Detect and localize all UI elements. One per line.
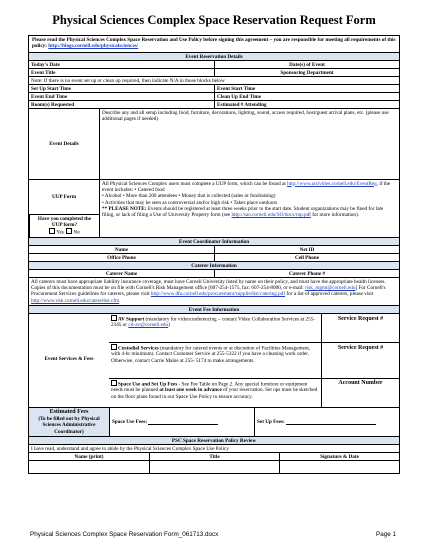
uup-note-bold: ** PLEASE NOTE:: [102, 205, 147, 212]
event-details-label: Event Details: [49, 140, 79, 147]
uup-info: All Physical Sciences Complex users must complete a UUP form, which can be found at http://www.activities.cornell.edu/EventReg, if the event includes: • Catered food • Alcohol • More than 200 attendees • Money that is collected (sales or fundraising) • Activities that may be seen as controversial and/or high risk • Takes place outdoors ** PLEASE NOTE: Events should be registered at least three weeks prior to the start date. Student organizations may be fined for late filing, or lack of filing a Use of University Property form (see http://sao.cornell.edu/SO/docs/rup.pdf for more information).: [99, 180, 399, 237]
caterer-header: [29, 261, 399, 269]
custodial-row: [109, 343, 399, 379]
caterer-text3: for a list of approved caterers, please visit: [285, 291, 374, 298]
event-details-description: Describe any and all setup including food, furniture, decorations, lighting, sound, access required, host/guest arrival plans, etc. (please use additional pages if needed): [102, 109, 389, 122]
event-dates-field[interactable]: Date(s) of Event: [214, 61, 399, 68]
setup-fees-line: [286, 420, 376, 425]
av-email-link[interactable]: cit-av@cornell.edu: [128, 322, 169, 329]
signature-header-row: [29, 452, 399, 460]
office-phone-field[interactable]: Office Phone: [107, 254, 136, 261]
intro-statement: Please read the Physical Sciences Complex Space Reservation and Use Policy before signing this agreement – you are responsible for meeting all requirements of this policy:: [32, 36, 396, 49]
event-start-field[interactable]: Event Start Time: [214, 85, 399, 92]
section-header-coordinator: Event Coordinator Information: [178, 238, 250, 245]
setup-fees-bold: at least one week in advance: [159, 387, 222, 394]
section-header-review: PSC Space Reservation Policy Review: [171, 437, 257, 444]
uup-question: Have you completed the UUP form?: [37, 215, 92, 228]
uup-note-end: for more information).: [310, 212, 360, 219]
account-number-field[interactable]: Account Number: [321, 379, 399, 407]
event-registration-link[interactable]: http://www.activities.cornell.edu/EventReg: [287, 180, 377, 187]
estimated-fees-sublabel: (To be filled out by Physical Sciences Administrative Coordinator): [38, 415, 100, 435]
page-title: Physical Sciences Complex Space Reservation Request Form: [52, 13, 376, 27]
print-name-header: Name (print): [74, 453, 104, 460]
uup-item: Money that is collected (sales or fundraising): [181, 193, 276, 200]
custodial-checkbox[interactable]: [111, 344, 117, 350]
no-checkbox[interactable]: [66, 228, 72, 234]
custodial-text: (mandatory for catered events or at discretion of Facilities Management, with 4-hr minimum). Contact Customer Service at 255-5322 if you have a cleaning work order. Otherwise, contact Carrie Maine at 255- 5174 to make arrangements.: [111, 345, 311, 364]
note-row: [29, 76, 399, 84]
space-use-fees-label: Space Use Fees:: [112, 418, 148, 425]
agreement-text: I have read, understand and agree to abide by the Physical Sciences Complex Space Use Policy: [31, 445, 229, 452]
section-header-event: Event Reservation Details: [185, 53, 243, 60]
fees-options: [109, 314, 399, 407]
risk-email-link[interactable]: risk_mgmt@cornell.edu: [305, 284, 356, 291]
coordinator-header: [29, 237, 399, 245]
fees-header: [29, 305, 399, 313]
estimated-fees-label-cell: [29, 408, 109, 436]
review-header: [29, 436, 399, 444]
coordinator-netid-field[interactable]: Net ID: [214, 246, 399, 253]
setup-row: [29, 84, 399, 92]
uup-item: Alcohol: [104, 193, 122, 200]
uup-item: Activities that may be seen as controversial and/or high risk: [104, 199, 230, 206]
space-use-fees-line: [148, 420, 218, 425]
print-name-field[interactable]: [29, 461, 149, 473]
av-support-row: [109, 314, 399, 343]
caterer-text2: ] For Cornell's Procurement Services guidelines for caterers, please visit: [31, 284, 386, 298]
rup-link[interactable]: http://sao.cornell.edu/SO/docs/rup.pdf: [231, 212, 311, 219]
setup-fees-row: [109, 379, 399, 407]
section-header-fees: Event Fee Information: [188, 306, 240, 313]
section-header-caterer: Caterer Information: [191, 262, 237, 269]
footer-page-number: Page 1: [376, 531, 396, 538]
uup-options: [32, 228, 97, 236]
title-field[interactable]: [149, 461, 279, 473]
signature-header: Signature & Date: [279, 453, 399, 460]
note-text: Note: If there is no event set up or clean up required, then indicate N/A in those blocks below: [31, 77, 225, 84]
setup-fees-text: - See Fee Table on Page 2. Any special furniture or equipment needs must be planned: [111, 381, 308, 394]
yes-checkbox[interactable]: [49, 228, 55, 234]
title-row: [29, 68, 399, 76]
coordinator-row-1: [29, 245, 399, 253]
caterer-row: [29, 269, 399, 277]
uup-item: More than 200 attendees: [125, 193, 178, 200]
setup-fees-title: Space Use and Set Up Fees: [118, 381, 178, 388]
av-support-end: ): [168, 322, 170, 329]
date-row: [29, 60, 399, 68]
av-support-text: (mandatory for videoconferencing – contact Video Collaboration Services at 255-2345 or: [111, 316, 315, 329]
rooms-field[interactable]: Room(s) Requested: [31, 101, 75, 108]
av-support-option: [109, 314, 321, 342]
title-header: Title: [149, 453, 279, 460]
procurement-link[interactable]: http://www.dfa.cornell.edu/procurement/supplierlist/catering.pdf: [150, 291, 286, 298]
event-details-row: [29, 108, 399, 179]
caterer-phone-field[interactable]: Caterer Phone #: [214, 270, 399, 277]
uup-note: Events should be registered at least three weeks prior to the start date. Student organizations may be fined for late filing, or lack of filing a Use of University Property form (see: [102, 205, 384, 219]
attending-field[interactable]: Estimated # Attending: [214, 101, 399, 108]
estimated-fees-row: [29, 407, 399, 436]
event-details-header: [29, 52, 399, 60]
coordinator-name-field[interactable]: Name: [115, 246, 128, 253]
caterer-info: [29, 278, 399, 305]
uup-left: [29, 180, 99, 237]
yes-label: Yes: [56, 229, 64, 236]
intro-text: [29, 36, 399, 52]
service-request-field-2[interactable]: Service Request #: [321, 343, 399, 378]
event-end-field[interactable]: Event End Time: [31, 93, 68, 100]
caterer-info-row: [29, 277, 399, 305]
service-request-field-1[interactable]: Service Request #: [321, 314, 399, 342]
setup-fees-checkbox[interactable]: [111, 380, 117, 386]
end-row: [29, 92, 399, 100]
uup-line1b: , if the event includes:: [102, 180, 391, 193]
policy-link[interactable]: http://blogs.cornell.edu/physicalsciences/: [48, 42, 139, 49]
cleanup-end-field[interactable]: Clean Up End Time: [214, 93, 399, 100]
uup-completed: [29, 215, 99, 237]
space-use-fees-field[interactable]: [109, 408, 254, 436]
intro-row: [29, 36, 399, 52]
sponsoring-department-field[interactable]: Sponsoring Department: [214, 69, 399, 76]
footer-filename: Physical Sciences Complex Space Reservation Form_061713.docx: [30, 531, 219, 538]
av-support-checkbox[interactable]: [111, 315, 117, 321]
uup-item: Takes place outdoors: [233, 199, 278, 206]
custodial-title: Custodial Services: [118, 345, 159, 352]
setup-fees-field[interactable]: [254, 408, 399, 436]
uup-row: [29, 179, 399, 237]
caterer-list-link[interactable]: http://www.risk.cornell.edu/catererlist.cfm: [31, 297, 120, 304]
signature-input-row: [29, 460, 399, 473]
setup-fees-label: Set Up Fees:: [257, 418, 285, 425]
fees-row: [29, 313, 399, 407]
rooms-row: [29, 100, 399, 108]
uup-item: Catered food: [137, 186, 165, 193]
setup-fees-option: [109, 379, 321, 407]
setup-fees-end: of your reservation. Set ups must be sketched on the floor plans found in our Space Use Policy to ensure accuracy.: [111, 387, 318, 400]
event-title-field[interactable]: Event Title: [31, 69, 56, 76]
uup-line1: All Physical Sciences Complex users must complete a UUP form, which can be found at: [102, 180, 286, 187]
reservation-form: [28, 35, 400, 474]
estimated-fees-label: Estimated Fees: [49, 408, 89, 415]
no-label: No: [73, 229, 80, 236]
av-support-title: AV Support: [118, 316, 145, 323]
caterer-name-field[interactable]: Caterer Name: [105, 270, 138, 277]
todays-date-field[interactable]: Today's Date: [31, 61, 60, 68]
setup-start-field[interactable]: Set Up Start Time: [31, 85, 72, 92]
caterer-text: All caterers must have appropriate liability insurance coverage, must have Cornell University listed by name on their policy, and must have the appropriate health licenses. Copies of this documentation must be on file with Cornell's Risk Management office [607-254-1575, fax: 607-254-8000, or e-mail:: [31, 278, 386, 291]
event-services-label: Event Services & Fees: [44, 356, 94, 363]
uup-form-label: UUP Form: [29, 180, 99, 215]
coordinator-row-2: [29, 253, 399, 261]
agreement-row: [29, 444, 399, 452]
cell-phone-field[interactable]: Cell Phone: [214, 254, 399, 261]
event-details-field[interactable]: [99, 109, 399, 179]
custodial-option: [109, 343, 321, 378]
signature-field[interactable]: [279, 461, 399, 473]
